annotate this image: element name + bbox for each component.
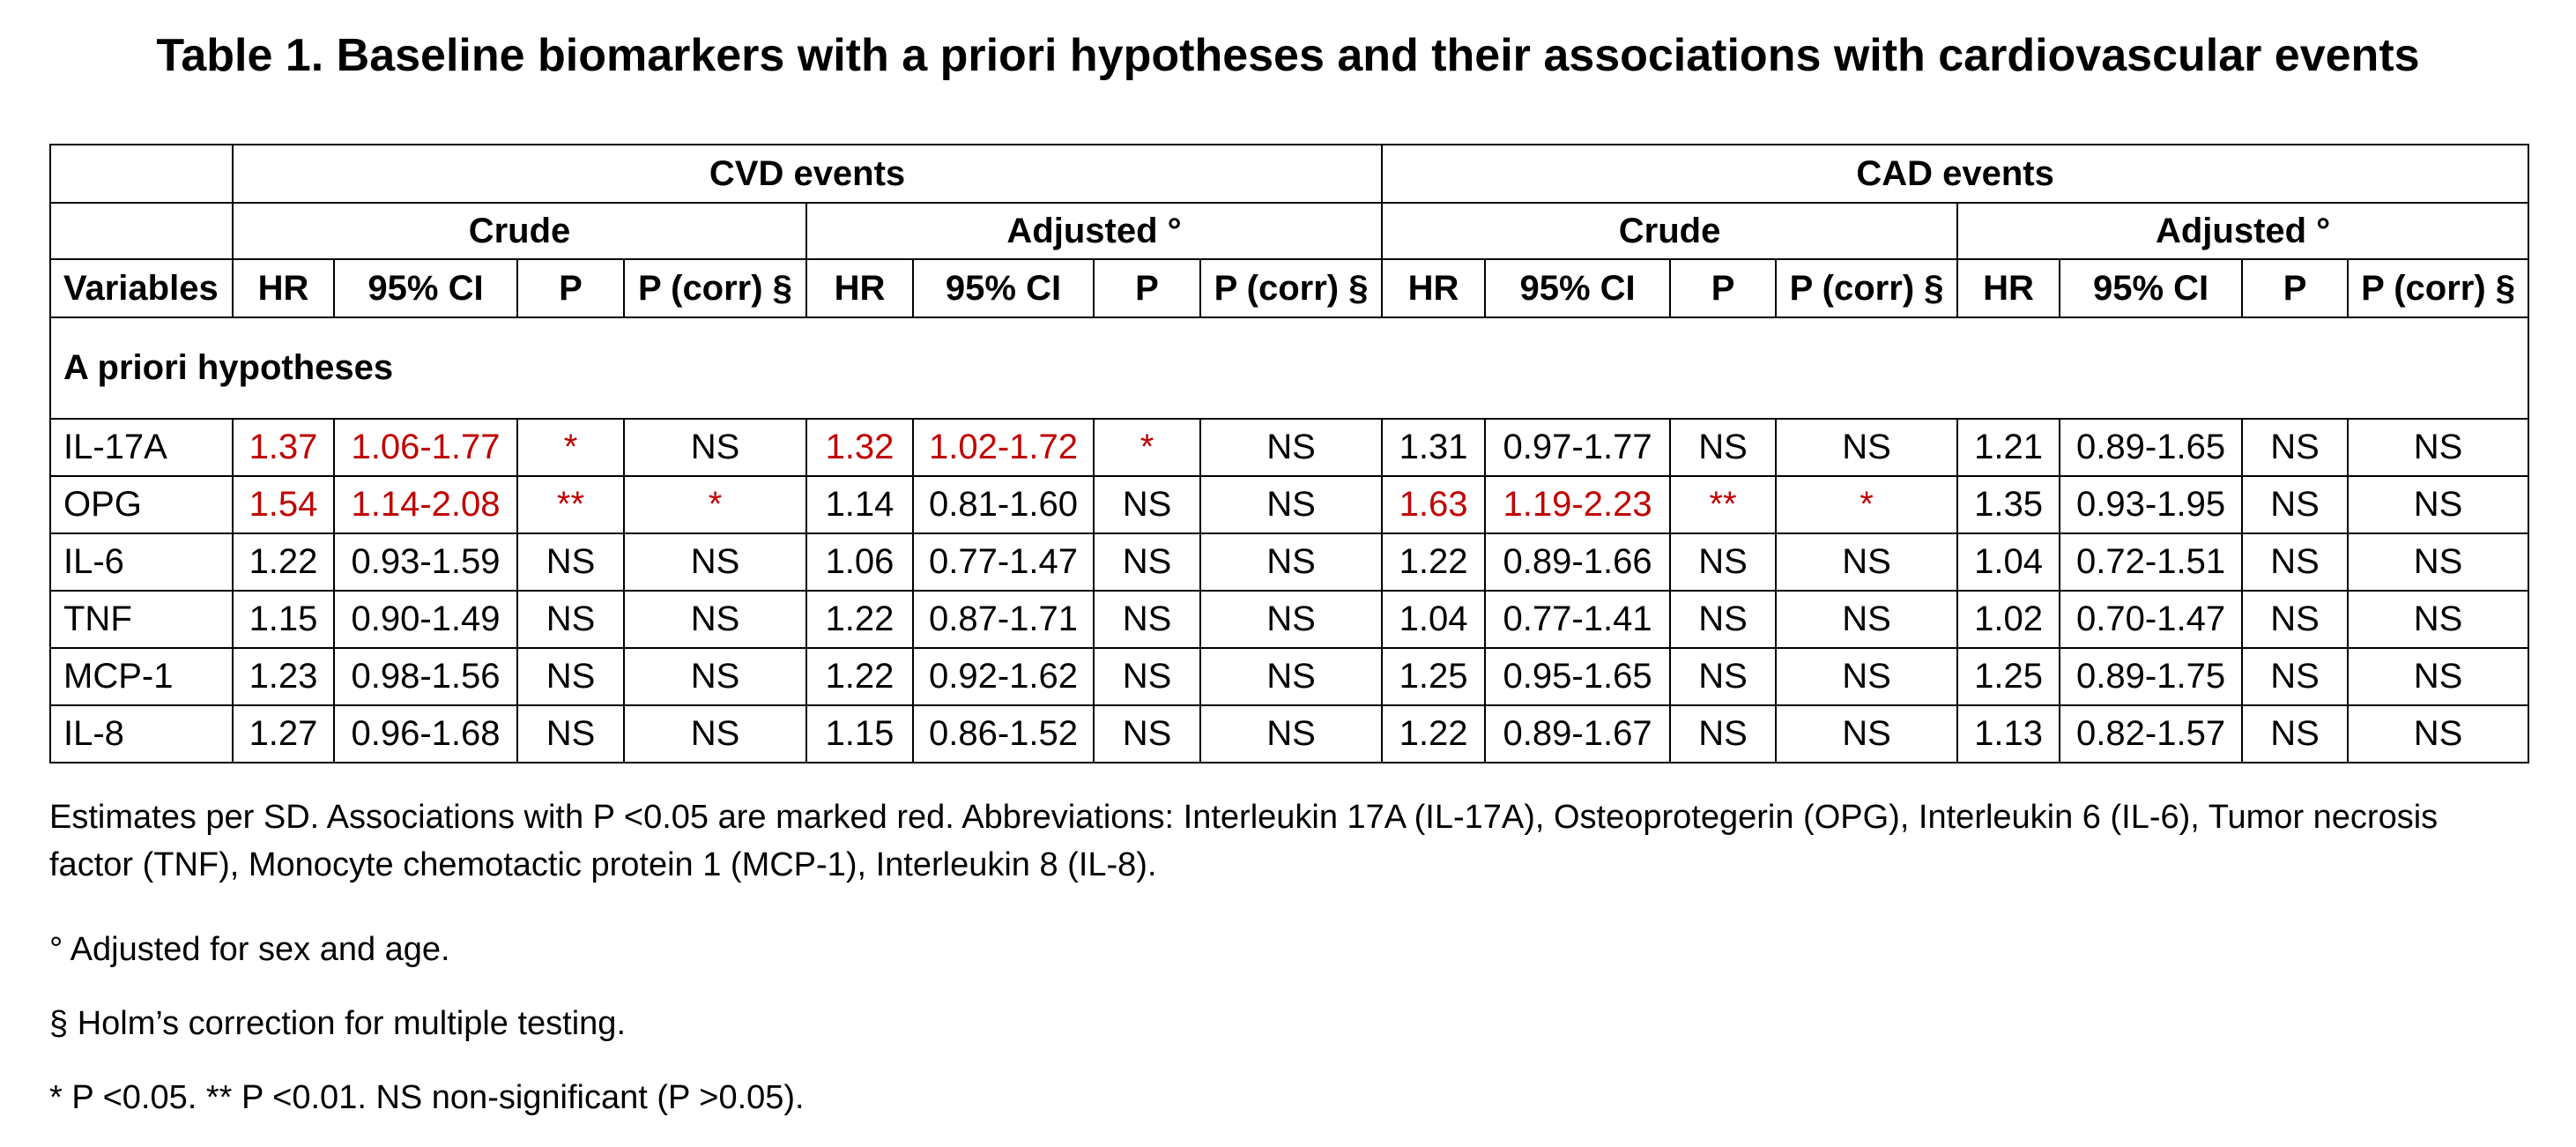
table-cell: 1.02 [1957, 591, 2060, 648]
table-cell: 0.89-1.75 [2060, 648, 2242, 705]
table-cell: * [517, 419, 624, 476]
table-cell: NS [1094, 648, 1200, 705]
table-cell: 1.21 [1957, 419, 2060, 476]
table-cell: NS [1094, 476, 1200, 533]
table-cell: NS [2242, 419, 2348, 476]
table-row [50, 591, 2528, 648]
table-cell: 0.90-1.49 [334, 591, 517, 648]
table-body [50, 419, 2528, 763]
column-header: 95% CI [1485, 259, 1670, 317]
table-row [50, 648, 2528, 705]
row-variable: IL-8 [50, 705, 233, 763]
table-cell: NS [1776, 591, 1957, 648]
table-cell: NS [1200, 533, 1382, 591]
table-cell: 0.87-1.71 [913, 591, 1094, 648]
table-cell: NS [2348, 591, 2528, 648]
column-header: P (corr) § [1200, 259, 1382, 317]
table-cell: 1.22 [806, 648, 913, 705]
group-header-cvd: CVD events [233, 145, 1382, 203]
column-header: P [1094, 259, 1200, 317]
table-cell: 1.54 [233, 476, 334, 533]
table-cell: NS [1670, 705, 1776, 763]
table-cell: 1.27 [233, 705, 334, 763]
table-cell: NS [2348, 419, 2528, 476]
row-variable: IL-17A [50, 419, 233, 476]
table-cell: ** [1670, 476, 1776, 533]
subgroup-header: Adjusted ° [1957, 203, 2528, 259]
table-cell: 1.22 [1382, 705, 1485, 763]
table-cell: NS [1670, 648, 1776, 705]
table-cell: * [1776, 476, 1957, 533]
table-cell: NS [1776, 648, 1957, 705]
table-title: Table 1. Baseline biomarkers with a priori hypotheses and their associations with cardiovascular events [156, 30, 2420, 81]
table-cell: NS [1200, 705, 1382, 763]
table-cell: 1.04 [1382, 591, 1485, 648]
table-cell: 0.93-1.59 [334, 533, 517, 591]
column-header: P (corr) § [2348, 259, 2528, 317]
table-cell: 1.37 [233, 419, 334, 476]
table-cell: NS [2242, 705, 2348, 763]
note-adjusted: ° Adjusted for sex and age. [49, 931, 450, 968]
table-cell: NS [2348, 533, 2528, 591]
table-cell: 1.06 [806, 533, 913, 591]
row-variable: MCP-1 [50, 648, 233, 705]
column-header: HR [806, 259, 913, 317]
table-cell: 0.93-1.95 [2060, 476, 2242, 533]
table-cell: NS [1094, 533, 1200, 591]
table-cell: NS [2242, 648, 2348, 705]
table-row [50, 419, 2528, 476]
table-cell: NS [2348, 705, 2528, 763]
table-cell: NS [624, 648, 806, 705]
note-holm: § Holm’s correction for multiple testing. [49, 1005, 626, 1042]
table-cell: 0.98-1.56 [334, 648, 517, 705]
column-header: HR [1957, 259, 2060, 317]
row-variable: IL-6 [50, 533, 233, 591]
table-cell: 0.96-1.68 [334, 705, 517, 763]
table-cell: 0.97-1.77 [1485, 419, 1670, 476]
table-cell: 0.77-1.41 [1485, 591, 1670, 648]
table-cell: 0.77-1.47 [913, 533, 1094, 591]
table-cell: NS [1200, 476, 1382, 533]
table-cell: NS [1094, 591, 1200, 648]
table-cell: 1.15 [806, 705, 913, 763]
table-cell: 0.89-1.66 [1485, 533, 1670, 591]
table-cell: NS [1670, 591, 1776, 648]
table-cell: 1.63 [1382, 476, 1485, 533]
table-cell: 1.02-1.72 [913, 419, 1094, 476]
column-header: 95% CI [913, 259, 1094, 317]
table-cell: NS [1776, 705, 1957, 763]
table-cell: NS [517, 648, 624, 705]
table-cell: 0.82-1.57 [2060, 705, 2242, 763]
table-cell: NS [2348, 476, 2528, 533]
table-cell: 1.22 [233, 533, 334, 591]
table-cell: NS [517, 705, 624, 763]
table-cell: 0.81-1.60 [913, 476, 1094, 533]
column-header: P [2242, 259, 2348, 317]
table-cell: NS [517, 533, 624, 591]
table-cell: 0.86-1.52 [913, 705, 1094, 763]
column-header: P [517, 259, 624, 317]
table-row [50, 533, 2528, 591]
variables-header: Variables [50, 259, 233, 317]
section-label: A priori hypotheses [50, 317, 2528, 419]
column-header: P (corr) § [624, 259, 806, 317]
group-header-cad: CAD events [1382, 145, 2528, 203]
subgroup-header: Adjusted ° [806, 203, 1382, 259]
table-cell: NS [1200, 591, 1382, 648]
row-variable: TNF [50, 591, 233, 648]
table-cell: 1.06-1.77 [334, 419, 517, 476]
table-cell: 1.14 [806, 476, 913, 533]
table-cell: NS [2242, 476, 2348, 533]
table-cell: NS [2242, 591, 2348, 648]
table-cell: 1.13 [1957, 705, 2060, 763]
column-header: HR [1382, 259, 1485, 317]
table-cell: NS [1670, 419, 1776, 476]
note-estimates: Estimates per SD. Associations with P <0.05 are marked red. Abbreviations: Interleukin 17A (IL-17A), Osteoprotegerin (OPG), Interleukin 6 (IL-6), Tumor necrosis factor (TNF), Monocyte chemotactic protein 1 (MCP-1), Interleukin 8 (IL-8). [49, 799, 2439, 883]
table-cell: 1.25 [1382, 648, 1485, 705]
table-cell: 1.19-2.23 [1485, 476, 1670, 533]
table-cell: NS [624, 419, 806, 476]
results-table [49, 144, 2529, 763]
table-cell: ** [517, 476, 624, 533]
table-cell: NS [1200, 648, 1382, 705]
table-cell: 1.14-2.08 [334, 476, 517, 533]
corner-cell [50, 203, 233, 259]
table-cell: 0.72-1.51 [2060, 533, 2242, 591]
table-row [50, 476, 2528, 533]
table-cell: 0.95-1.65 [1485, 648, 1670, 705]
table-cell: * [624, 476, 806, 533]
table-cell: NS [624, 705, 806, 763]
table-cell: 1.35 [1957, 476, 2060, 533]
table-cell: NS [1776, 533, 1957, 591]
table-cell: 0.89-1.67 [1485, 705, 1670, 763]
table-cell: 0.92-1.62 [913, 648, 1094, 705]
table-cell: 1.15 [233, 591, 334, 648]
table-cell: NS [1776, 419, 1957, 476]
table-cell: 1.04 [1957, 533, 2060, 591]
table-row [50, 705, 2528, 763]
table-cell: * [1094, 419, 1200, 476]
table-cell: 1.31 [1382, 419, 1485, 476]
corner-cell [50, 145, 233, 203]
subgroup-header: Crude [233, 203, 806, 259]
table-cell: NS [517, 591, 624, 648]
table-cell: NS [1094, 705, 1200, 763]
table-cell: NS [1200, 419, 1382, 476]
table-cell: NS [624, 591, 806, 648]
column-header: 95% CI [334, 259, 517, 317]
table-cell: 1.22 [806, 591, 913, 648]
column-header: P [1670, 259, 1776, 317]
table-cell: 1.32 [806, 419, 913, 476]
table-cell: 1.25 [1957, 648, 2060, 705]
subgroup-header: Crude [1382, 203, 1957, 259]
column-header: P (corr) § [1776, 259, 1957, 317]
table-cell: NS [624, 533, 806, 591]
column-header: HR [233, 259, 334, 317]
note-significance: * P <0.05. ** P <0.01. NS non-significant (P >0.05). [49, 1079, 805, 1116]
table-cell: 0.70-1.47 [2060, 591, 2242, 648]
table-cell: 1.22 [1382, 533, 1485, 591]
table-cell: 1.23 [233, 648, 334, 705]
table-cell: NS [2348, 648, 2528, 705]
table-cell: 0.89-1.65 [2060, 419, 2242, 476]
table-cell: NS [2242, 533, 2348, 591]
column-header: 95% CI [2060, 259, 2242, 317]
row-variable: OPG [50, 476, 233, 533]
table-cell: NS [1670, 533, 1776, 591]
